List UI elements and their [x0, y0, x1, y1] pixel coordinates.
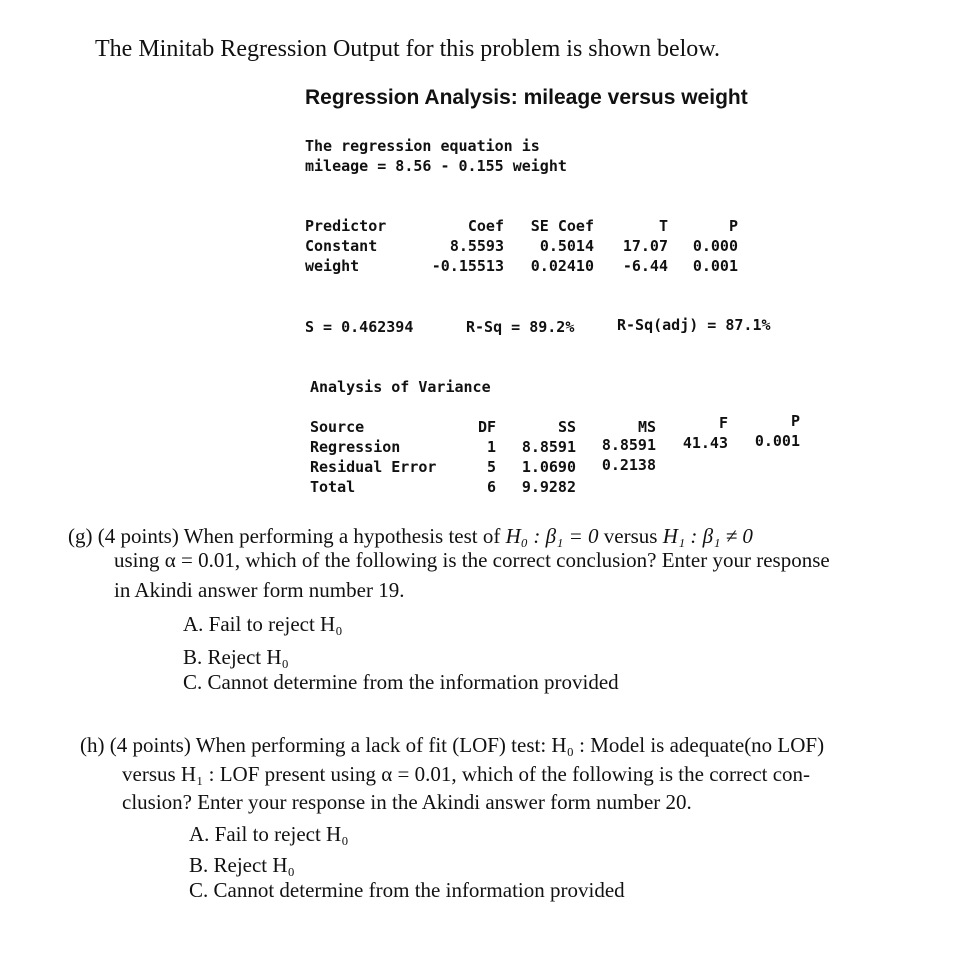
anova-title: Analysis of Variance: [310, 378, 491, 396]
anova-header-ss: SS: [557, 418, 576, 436]
question-g-versus: versus: [603, 524, 658, 548]
coef-header-p: P: [728, 217, 738, 235]
question-g-option-a: A. Fail to reject H₀: [183, 612, 343, 636]
output-heading: Regression Analysis: mileage versus weight: [305, 86, 748, 109]
coef-row-weight-t: -6.44: [622, 257, 668, 275]
coef-row-constant-se: 0.5014: [539, 237, 594, 255]
coef-row-constant-t: 17.07: [622, 237, 668, 255]
anova-row-regression-p: 0.001: [754, 432, 800, 450]
anova-header-source: Source: [310, 418, 365, 436]
coef-header-t: T: [658, 217, 668, 235]
anova-row-total-ss: 9.9282: [521, 478, 576, 496]
anova-row-residual-df: 5: [486, 458, 496, 476]
coef-row-weight-se: 0.02410: [530, 257, 594, 275]
anova-row-residual-ms: 0.2138: [601, 456, 656, 474]
question-g-text: When performing a hypothesis test of: [183, 524, 501, 548]
question-g-points: (4 points): [97, 524, 179, 548]
anova-row-regression-source: Regression: [310, 438, 401, 456]
question-h-line-2: versus H₁ : LOF present using α = 0.01, which of the following is the correct con-: [122, 762, 811, 786]
anova-row-residual-source: Residual Error: [310, 458, 437, 476]
fit-rsq-adj: R-Sq(adj) = 87.1%: [617, 316, 771, 334]
coef-row-constant-coef: 8.5593: [449, 237, 504, 255]
question-h-option-c: C. Cannot determine from the information provided: [189, 878, 625, 902]
coef-row-constant-name: Constant: [305, 237, 378, 255]
coef-row-weight-name: weight: [305, 257, 360, 275]
question-g-h1: H₁ : β₁ ≠ 0: [662, 524, 753, 548]
coef-row-weight-p: 0.001: [692, 257, 738, 275]
question-h-line-1: (4 points) When performing a lack of fit (LOF) test: H₀ : Model is adequate(no LOF): [109, 733, 825, 757]
anova-header-df: DF: [477, 418, 496, 436]
question-g-label: (g): [68, 524, 93, 548]
anova-row-regression-f: 41.43: [682, 434, 728, 452]
question-g-option-b: B. Reject H₀: [183, 645, 289, 669]
anova-header-ms: MS: [637, 418, 656, 436]
anova-row-total-df: 6: [486, 478, 496, 496]
anova-header-f: F: [718, 414, 728, 432]
coef-header-coef: Coef: [467, 217, 504, 235]
question-g-line-2: using α = 0.01, which of the following is the correct conclusion? Enter your response: [114, 548, 830, 572]
anova-row-residual-ss: 1.0690: [521, 458, 576, 476]
coef-header-se-coef: SE Coef: [530, 217, 594, 235]
intro-text: The Minitab Regression Output for this problem is shown below.: [95, 36, 721, 62]
fit-rsq: R-Sq = 89.2%: [466, 318, 575, 336]
anova-header-p: P: [790, 412, 800, 430]
anova-row-regression-ss: 8.8591: [521, 438, 576, 456]
anova-row-total-source: Total: [310, 478, 356, 496]
equation-line-1: The regression equation is: [305, 137, 540, 155]
question-h-option-a: A. Fail to reject H₀: [189, 822, 349, 846]
question-h-label: (h): [80, 733, 105, 757]
fit-s: S = 0.462394: [305, 318, 414, 336]
anova-row-regression-df: 1: [486, 438, 496, 456]
question-g-h0: H₀ : β₁ = 0: [505, 524, 599, 548]
anova-row-regression-ms: 8.8591: [601, 436, 656, 454]
coef-row-constant-p: 0.000: [692, 237, 738, 255]
coef-row-weight-coef: -0.15513: [431, 257, 504, 275]
question-h-option-b: B. Reject H₀: [189, 853, 295, 877]
coef-header-predictor: Predictor: [305, 217, 387, 235]
question-h-line-3: clusion? Enter your response in the Akindi answer form number 20.: [122, 790, 692, 814]
equation-line-2: mileage = 8.56 - 0.155 weight: [305, 157, 567, 175]
question-g-option-c: C. Cannot determine from the information provided: [183, 670, 619, 694]
question-g-line-3: in Akindi answer form number 19.: [114, 578, 405, 602]
